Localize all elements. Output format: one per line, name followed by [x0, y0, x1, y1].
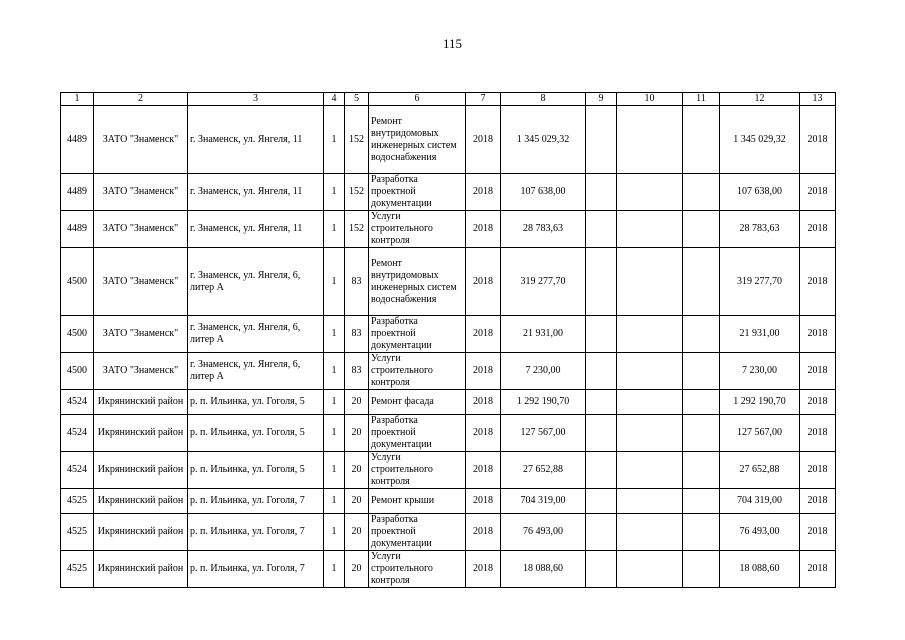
row-year-end: 2018 [800, 415, 836, 452]
row-amount: 704 319,00 [501, 489, 586, 514]
row-col11 [683, 452, 720, 489]
row-year: 2018 [466, 514, 501, 551]
row-col10 [617, 452, 683, 489]
row-area: ЗАТО "Знаменск" [94, 353, 188, 390]
column-header: 8 [501, 93, 586, 106]
row-id: 4489 [61, 174, 94, 211]
row-col4: 1 [324, 248, 345, 316]
row-year-end: 2018 [800, 211, 836, 248]
row-col9 [586, 174, 617, 211]
row-col9 [586, 452, 617, 489]
row-col11 [683, 551, 720, 588]
row-total: 27 652,88 [720, 452, 800, 489]
row-work-type: Услуги строительного контроля [369, 452, 466, 489]
row-col9 [586, 248, 617, 316]
row-col11 [683, 248, 720, 316]
row-col9 [586, 415, 617, 452]
row-col9 [586, 316, 617, 353]
row-col4: 1 [324, 452, 345, 489]
table-row [61, 390, 836, 415]
row-address: р. п. Ильинка, ул. Гоголя, 7 [188, 551, 324, 588]
row-col5: 152 [345, 106, 369, 174]
row-year-end: 2018 [800, 316, 836, 353]
row-total: 319 277,70 [720, 248, 800, 316]
row-amount: 18 088,60 [501, 551, 586, 588]
row-id: 4500 [61, 353, 94, 390]
column-header: 3 [188, 93, 324, 106]
row-col4: 1 [324, 174, 345, 211]
row-amount: 21 931,00 [501, 316, 586, 353]
column-header: 1 [61, 93, 94, 106]
row-work-type: Ремонт внутридомовых инженерных систем водоснабжения [369, 106, 466, 174]
row-col10 [617, 415, 683, 452]
row-col9 [586, 211, 617, 248]
row-year: 2018 [466, 489, 501, 514]
row-area: ЗАТО "Знаменск" [94, 106, 188, 174]
row-id: 4524 [61, 452, 94, 489]
row-area: Икрянинский район [94, 551, 188, 588]
row-year-end: 2018 [800, 353, 836, 390]
column-header: 2 [94, 93, 188, 106]
row-area: Икрянинский район [94, 452, 188, 489]
row-col9 [586, 390, 617, 415]
row-work-type: Ремонт внутридомовых инженерных систем водоснабжения [369, 248, 466, 316]
row-id: 4500 [61, 248, 94, 316]
row-col4: 1 [324, 106, 345, 174]
row-col5: 83 [345, 353, 369, 390]
row-address: г. Знаменск, ул. Янгеля, 11 [188, 211, 324, 248]
table-row [61, 353, 836, 390]
row-id: 4500 [61, 316, 94, 353]
row-work-type: Услуги строительного контроля [369, 353, 466, 390]
row-col5: 83 [345, 316, 369, 353]
row-id: 4489 [61, 106, 94, 174]
column-header: 6 [369, 93, 466, 106]
row-col10 [617, 353, 683, 390]
page-number: 115 [442, 36, 463, 51]
row-col5: 20 [345, 551, 369, 588]
row-total: 1 345 029,32 [720, 106, 800, 174]
row-year: 2018 [466, 248, 501, 316]
table-row [61, 316, 836, 353]
row-col9 [586, 489, 617, 514]
row-col5: 83 [345, 248, 369, 316]
row-col10 [617, 248, 683, 316]
row-col5: 20 [345, 390, 369, 415]
row-col11 [683, 106, 720, 174]
row-total: 28 783,63 [720, 211, 800, 248]
row-year-end: 2018 [800, 106, 836, 174]
row-area: Икрянинский район [94, 390, 188, 415]
row-amount: 319 277,70 [501, 248, 586, 316]
row-total: 127 567,00 [720, 415, 800, 452]
row-col11 [683, 415, 720, 452]
row-work-type: Разработка проектной документации [369, 316, 466, 353]
table-row [61, 452, 836, 489]
column-header: 9 [586, 93, 617, 106]
row-address: г. Знаменск, ул. Янгеля, 6, литер А [188, 353, 324, 390]
column-header: 11 [683, 93, 720, 106]
row-total: 704 319,00 [720, 489, 800, 514]
row-id: 4525 [61, 551, 94, 588]
row-work-type: Услуги строительного контроля [369, 551, 466, 588]
row-col11 [683, 353, 720, 390]
row-year: 2018 [466, 415, 501, 452]
row-address: г. Знаменск, ул. Янгеля, 6, литер А [188, 248, 324, 316]
row-col11 [683, 514, 720, 551]
row-year: 2018 [466, 551, 501, 588]
row-total: 7 230,00 [720, 353, 800, 390]
row-col10 [617, 489, 683, 514]
row-col9 [586, 106, 617, 174]
row-id: 4524 [61, 390, 94, 415]
table-row [61, 174, 836, 211]
row-col4: 1 [324, 551, 345, 588]
row-col10 [617, 514, 683, 551]
row-amount: 107 638,00 [501, 174, 586, 211]
row-col5: 152 [345, 174, 369, 211]
row-total: 107 638,00 [720, 174, 800, 211]
row-work-type: Услуги строительного контроля [369, 211, 466, 248]
row-year-end: 2018 [800, 452, 836, 489]
row-work-type: Ремонт фасада [369, 390, 466, 415]
row-col5: 152 [345, 211, 369, 248]
row-total: 1 292 190,70 [720, 390, 800, 415]
row-col5: 20 [345, 514, 369, 551]
row-address: р. п. Ильинка, ул. Гоголя, 7 [188, 514, 324, 551]
row-col11 [683, 489, 720, 514]
row-address: р. п. Ильинка, ул. Гоголя, 5 [188, 452, 324, 489]
row-col9 [586, 551, 617, 588]
row-amount: 27 652,88 [501, 452, 586, 489]
row-total: 18 088,60 [720, 551, 800, 588]
row-col10 [617, 106, 683, 174]
column-header: 10 [617, 93, 683, 106]
row-col4: 1 [324, 415, 345, 452]
row-id: 4524 [61, 415, 94, 452]
row-year: 2018 [466, 390, 501, 415]
row-col11 [683, 316, 720, 353]
row-area: Икрянинский район [94, 514, 188, 551]
row-work-type: Ремонт крыши [369, 489, 466, 514]
row-area: ЗАТО "Знаменск" [94, 174, 188, 211]
row-total: 76 493,00 [720, 514, 800, 551]
column-header: 12 [720, 93, 800, 106]
table-row [61, 551, 836, 588]
row-year: 2018 [466, 452, 501, 489]
row-year: 2018 [466, 211, 501, 248]
row-total: 21 931,00 [720, 316, 800, 353]
row-amount: 1 292 190,70 [501, 390, 586, 415]
row-year: 2018 [466, 353, 501, 390]
row-col9 [586, 353, 617, 390]
row-area: ЗАТО "Знаменск" [94, 248, 188, 316]
row-address: г. Знаменск, ул. Янгеля, 11 [188, 174, 324, 211]
row-amount: 1 345 029,32 [501, 106, 586, 174]
table-row [61, 415, 836, 452]
row-address: р. п. Ильинка, ул. Гоголя, 7 [188, 489, 324, 514]
row-col4: 1 [324, 353, 345, 390]
register-table [60, 92, 836, 588]
table-row [61, 106, 836, 174]
row-col4: 1 [324, 489, 345, 514]
row-year: 2018 [466, 174, 501, 211]
column-header: 5 [345, 93, 369, 106]
row-year-end: 2018 [800, 390, 836, 415]
row-id: 4489 [61, 211, 94, 248]
table-row [61, 514, 836, 551]
row-col10 [617, 316, 683, 353]
row-work-type: Разработка проектной документации [369, 514, 466, 551]
row-col11 [683, 390, 720, 415]
row-area: Икрянинский район [94, 415, 188, 452]
column-header: 7 [466, 93, 501, 106]
column-header: 13 [800, 93, 836, 106]
row-amount: 28 783,63 [501, 211, 586, 248]
row-col11 [683, 174, 720, 211]
row-col5: 20 [345, 489, 369, 514]
row-amount: 7 230,00 [501, 353, 586, 390]
row-area: ЗАТО "Знаменск" [94, 316, 188, 353]
row-address: г. Знаменск, ул. Янгеля, 11 [188, 106, 324, 174]
column-header: 4 [324, 93, 345, 106]
row-col10 [617, 390, 683, 415]
table-row [61, 211, 836, 248]
row-address: р. п. Ильинка, ул. Гоголя, 5 [188, 415, 324, 452]
row-id: 4525 [61, 489, 94, 514]
row-area: ЗАТО "Знаменск" [94, 211, 188, 248]
row-area: Икрянинский район [94, 489, 188, 514]
row-year: 2018 [466, 106, 501, 174]
row-year-end: 2018 [800, 248, 836, 316]
row-col4: 1 [324, 390, 345, 415]
row-col10 [617, 174, 683, 211]
row-work-type: Разработка проектной документации [369, 174, 466, 211]
row-col4: 1 [324, 211, 345, 248]
row-col5: 20 [345, 452, 369, 489]
row-col10 [617, 551, 683, 588]
row-col5: 20 [345, 415, 369, 452]
row-year-end: 2018 [800, 551, 836, 588]
row-year-end: 2018 [800, 489, 836, 514]
table-row [61, 489, 836, 514]
row-work-type: Разработка проектной документации [369, 415, 466, 452]
row-address: р. п. Ильинка, ул. Гоголя, 5 [188, 390, 324, 415]
table-row [61, 248, 836, 316]
row-address: г. Знаменск, ул. Янгеля, 6, литер А [188, 316, 324, 353]
row-id: 4525 [61, 514, 94, 551]
row-col4: 1 [324, 514, 345, 551]
row-col10 [617, 211, 683, 248]
row-year: 2018 [466, 316, 501, 353]
row-year-end: 2018 [800, 174, 836, 211]
row-col4: 1 [324, 316, 345, 353]
row-year-end: 2018 [800, 514, 836, 551]
row-col11 [683, 211, 720, 248]
row-col9 [586, 514, 617, 551]
row-amount: 76 493,00 [501, 514, 586, 551]
row-amount: 127 567,00 [501, 415, 586, 452]
header-row [61, 93, 836, 106]
